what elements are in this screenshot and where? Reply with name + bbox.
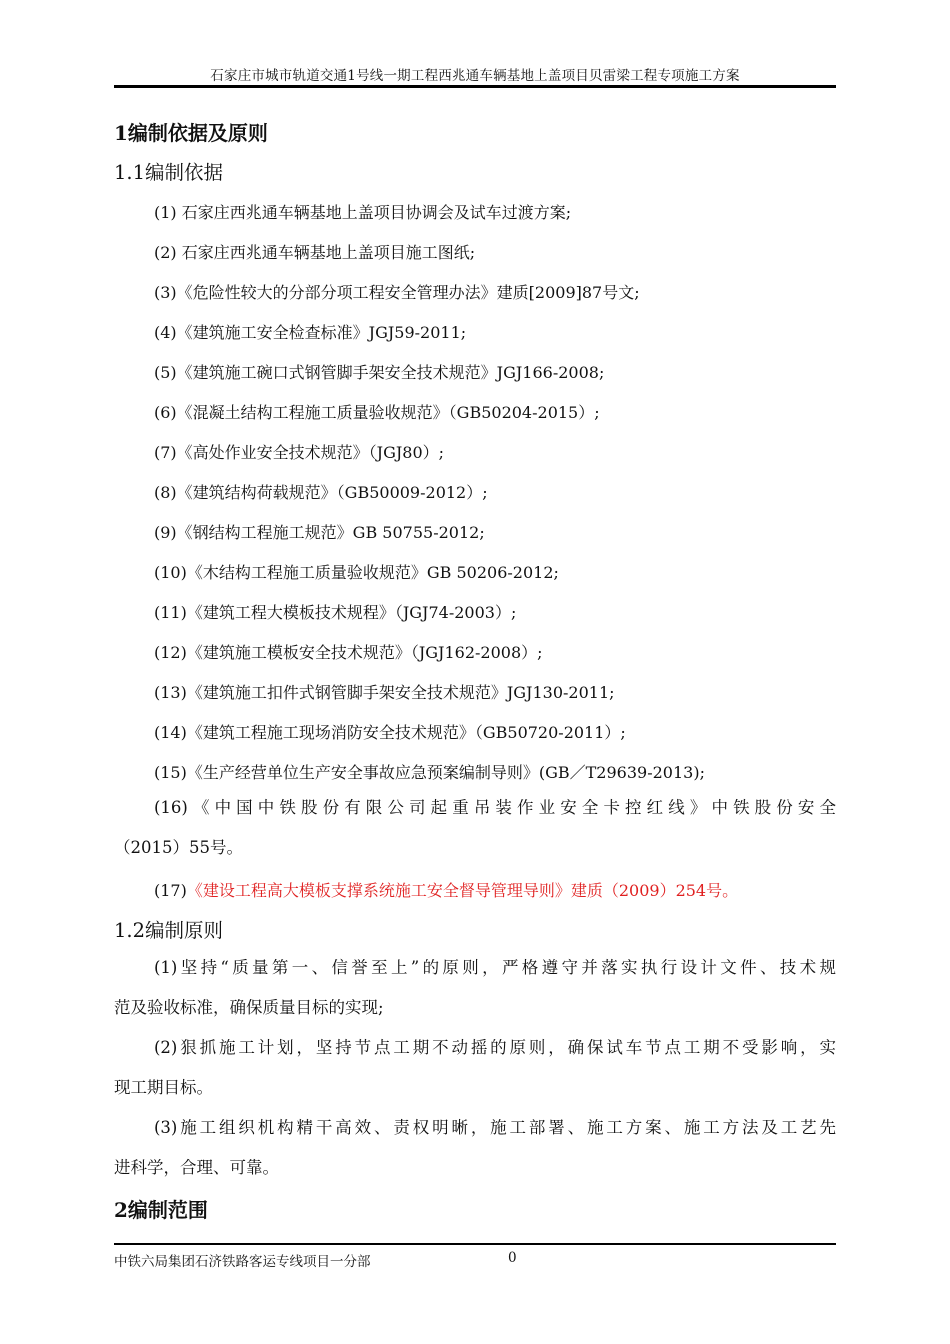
reference-item-17 xyxy=(154,878,738,901)
section-1-2-heading: 1.2编制原则 xyxy=(114,919,224,942)
reference-item: (14)《建筑工程施工现场消防安全技术规范》（GB50720-2011）; xyxy=(154,723,626,742)
reference-item: (4)《建筑施工安全检查标准》JGJ59-2011; xyxy=(154,323,467,342)
reference-item: (15)《生产经营单位生产安全事故应急预案编制导则》(GB／T29639-2013); xyxy=(154,763,705,782)
principle-line1: (2)狠抓施工计划，坚持节点工期不动摇的原则，确保试车节点工期不受影响，实 xyxy=(154,1038,836,1057)
principle-item xyxy=(114,1038,836,1098)
reference-item: (3)《危险性较大的分部分项工程安全管理办法》建质[2009]87号文; xyxy=(154,283,640,302)
reference-item-16-line1: (16)《中国中铁股份有限公司起重吊装作业安全卡控红线》中铁股份安全 xyxy=(154,798,836,817)
reference-item: (6)《混凝土结构工程施工质量验收规范》（GB50204-2015）; xyxy=(154,403,600,422)
reference-item: (1) 石家庄西兆通车辆基地上盖项目协调会及试车过渡方案; xyxy=(154,203,572,222)
reference-item-17-text: 《建设工程高大模板支撑系统施工安全督导管理导则》建质（2009）254号。 xyxy=(186,881,739,900)
principle-line2: 进科学，合理、可靠。 xyxy=(114,1158,279,1177)
page-number: 0 xyxy=(508,1250,517,1266)
principle-line2: 范及验收标准，确保质量目标的实现; xyxy=(114,998,384,1017)
reference-item: (10)《木结构工程施工质量验收规范》GB 50206-2012; xyxy=(154,563,559,582)
header-divider xyxy=(114,85,836,88)
reference-item: (9)《钢结构工程施工规范》GB 50755-2012; xyxy=(154,523,485,542)
reference-item-17-number: (17) xyxy=(154,881,187,900)
reference-item: (11)《建筑工程大模板技术规程》（JGJ74-2003）; xyxy=(154,603,517,622)
section-1-1-heading: 1.1编制依据 xyxy=(114,161,224,184)
principle-line2: 现工期目标。 xyxy=(114,1078,213,1097)
principle-item xyxy=(114,1118,836,1178)
reference-item: (7)《高处作业安全技术规范》（JGJ80）; xyxy=(154,443,445,462)
reference-item-16 xyxy=(114,798,836,858)
page-footer: 中铁六局集团石济铁路客运专线项目一分部 xyxy=(114,1254,371,1270)
reference-item-16-line2: （2015）55号。 xyxy=(114,838,243,857)
reference-item: (12)《建筑施工模板安全技术规范》（JGJ162-2008）; xyxy=(154,643,543,662)
reference-item: (5)《建筑施工碗口式钢管脚手架安全技术规范》JGJ166-2008; xyxy=(154,363,605,382)
page-header: 石家庄市城市轨道交通1号线一期工程西兆通车辆基地上盖项目贝雷梁工程专项施工方案 xyxy=(210,68,740,84)
principle-line1: (1)坚持“质量第一、信誉至上”的原则，严格遵守并落实执行设计文件、技术规 xyxy=(154,958,836,977)
reference-item: (2) 石家庄西兆通车辆基地上盖项目施工图纸; xyxy=(154,243,476,262)
principle-line1: (3)施工组织机构精干高效、责权明晰，施工部署、施工方案、施工方法及工艺先 xyxy=(154,1118,836,1137)
footer-divider xyxy=(114,1243,836,1245)
principle-item xyxy=(114,958,836,1018)
section-1-heading: 1编制依据及原则 xyxy=(114,121,268,145)
section-2-heading: 2编制范围 xyxy=(114,1198,208,1222)
reference-item: (13)《建筑施工扣件式钢管脚手架安全技术规范》JGJ130-2011; xyxy=(154,683,615,702)
reference-item: (8)《建筑结构荷载规范》（GB50009-2012）; xyxy=(154,483,488,502)
